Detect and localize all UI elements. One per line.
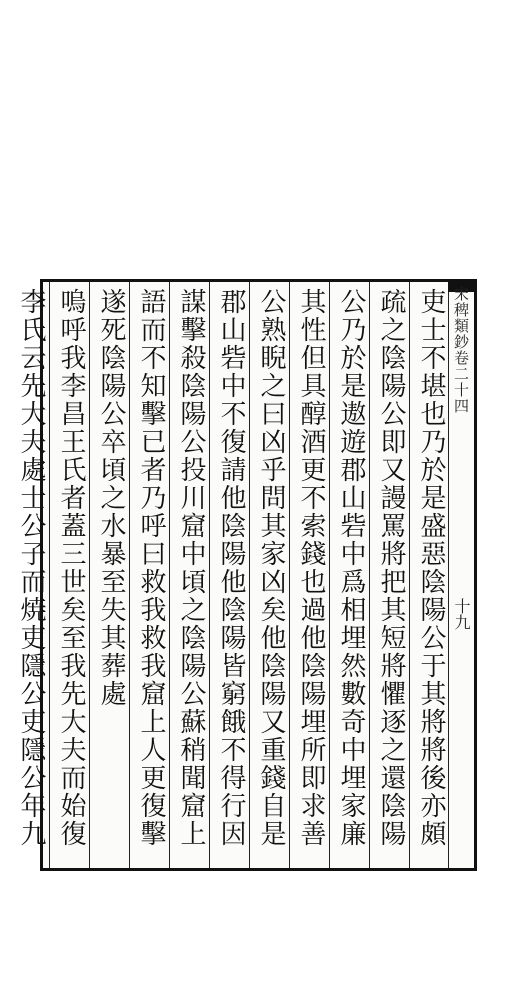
text-column-1: 吏士不堪也乃於是盛惡陰陽公于其將將後亦頗 [416,288,446,848]
text-frame [16,279,477,871]
text-column-8: 語而不知擊已者乃呼曰救我救我窟上人更復擊 [136,288,166,848]
text-column-9: 遂死陰陽公卒頃之水暴至失其葬處 [96,288,126,708]
text-column-3: 公乃於是遨遊郡山砦中爲相埋然數奇中埋家廉 [336,288,366,848]
fore-edge-margin [448,282,474,868]
text-column-10: 嗚呼我李昌王氏者蓋三世矣至我先大夫而始復 [56,288,86,848]
text-column-11: 李氏云先大夫處士公子而焼吏隱公吏隱公年九 [16,288,46,848]
text-column-4: 其性但具醇酒更不索錢也過他陰陽埋所即求善 [296,288,326,848]
text-column-7: 謀擊殺陰陽公投川窟中頃之陰陽公蘇稍聞窟上 [176,288,206,848]
margin-page-number: 十九 [452,598,471,630]
text-column-2: 疏之陰陽公即又謾罵將把其短將懼逐之還陰陽 [376,288,406,848]
margin-title: 宋稗類鈔卷二十四 [452,286,470,414]
text-column-5: 公熟睨之曰凶乎問其家凶矣他陰陽又重錢自是 [256,288,286,848]
text-column-6: 郡山砦中不復請他陰陽他陰陽皆窮餓不得行因 [216,288,246,848]
